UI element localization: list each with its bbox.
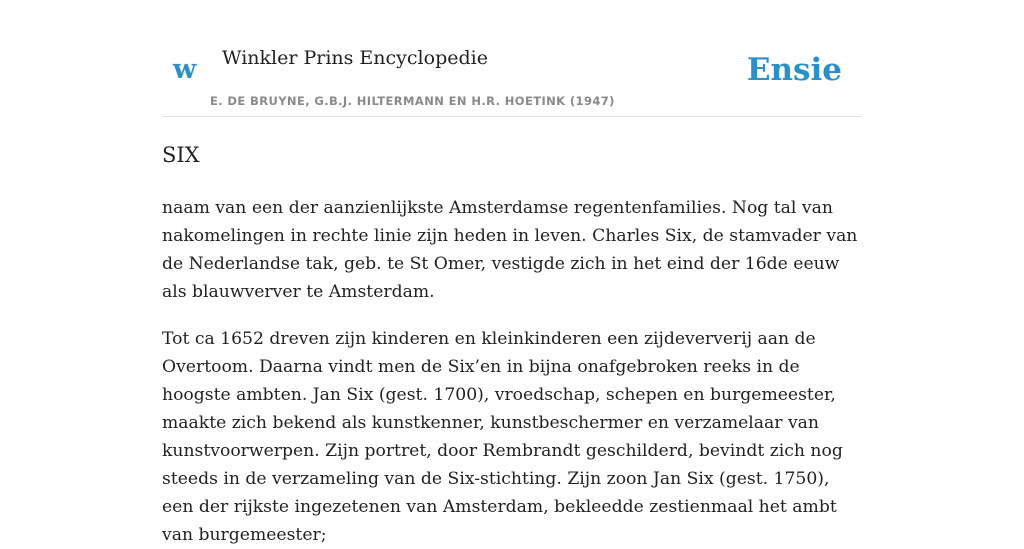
ensie-logo-link[interactable]: Ensie — [746, 52, 842, 88]
book-authors: E. DE BRUYNE, G.B.J. HILTERMANN EN H.R. HOETINK (1947) — [210, 94, 615, 108]
article-paragraph: naam van een der aanzienlijkste Amsterdamse regentenfamilies. Nog tal van nakomelingen in rechte linie zijn heden in leven. Charles Six, de stamvader van de Nederlandse tak, geb. te St Omer, vestigde zich in het eind der 16de eeuw als blauwverver te Amsterdam. — [162, 198, 858, 302]
article-paragraph: Tot ca 1652 dreven zijn kinderen en kleinkinderen een zijdeververij aan de Overtoom. Daarna vindt men de Six’en in bijna onafgebroken reeks in de hoogste ambten. Jan Six (gest. 1700), vroedschap, schepen en burgemeester, maakte zich bekend als kunstkenner, kunstbeschermer en verzamelaar van kunstvoorwerpen. Zijn portret, door Rembrandt geschilderd, bevindt zich nog steeds in de verzameling van de Six-stichting. Zijn zoon Jan Six (gest. 1750), een der rijkste ingezetenen van Amsterdam, bekleedde zestienmaal het ambt van burgemeester; — [162, 329, 843, 545]
book-logo-icon[interactable]: w — [173, 54, 197, 85]
book-title-link[interactable]: Winkler Prins Encyclopedie — [222, 47, 488, 69]
entry-title: SIX — [162, 143, 200, 167]
site-header — [162, 0, 862, 117]
article-body — [162, 132, 862, 549]
